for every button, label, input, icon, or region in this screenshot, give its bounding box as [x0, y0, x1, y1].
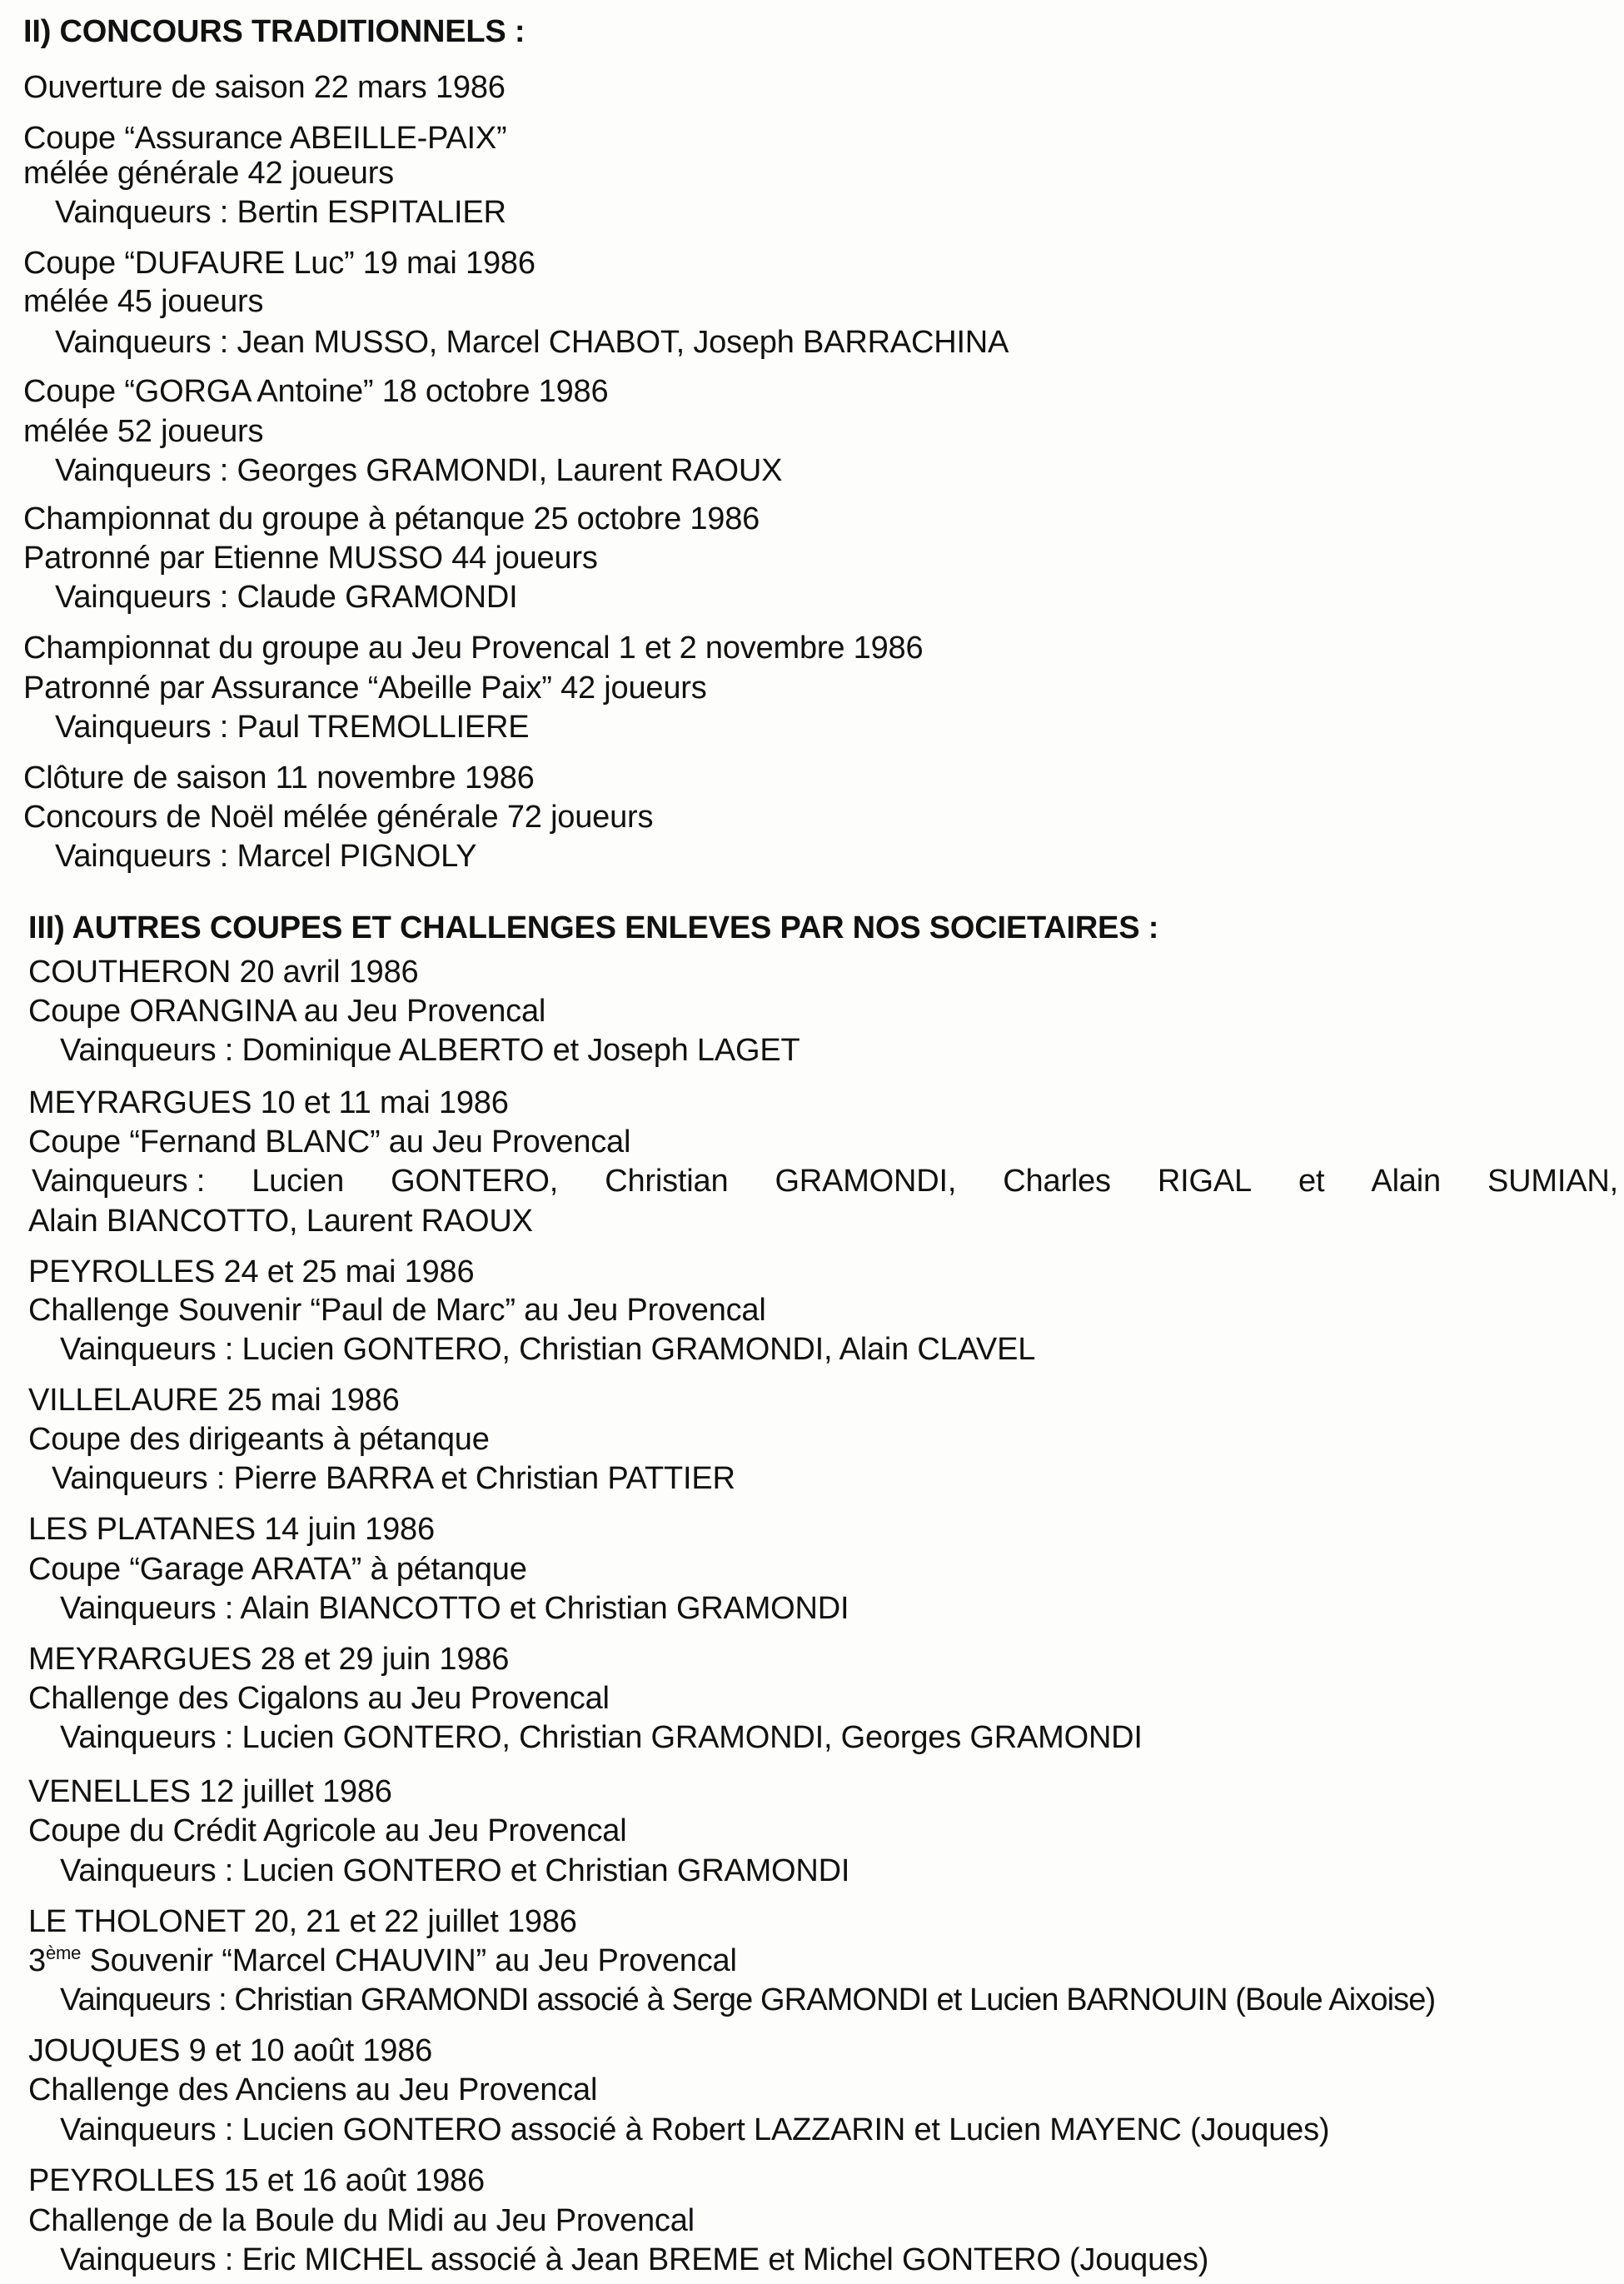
winners-word: Lucien — [252, 1164, 344, 1199]
event-title: Coupe “Fernand BLANC” au Jeu Provencal — [28, 1125, 631, 1159]
winners-word: GRAMONDI, — [775, 1164, 957, 1199]
event-title: Championnat du groupe au Jeu Provencal 1 et 2 novembre 1986 — [23, 631, 924, 666]
event-title: Coupe “Assurance ABEILLE-PAIX” — [23, 121, 507, 156]
event-place-date: PEYROLLES 24 et 25 mai 1986 — [28, 1254, 475, 1289]
event-title: Ouverture de saison 22 mars 1986 — [23, 70, 506, 105]
event-title-text: Souvenir “Marcel CHAUVIN” au Jeu Provencal — [81, 1943, 737, 1978]
winners-line: Vainqueurs : Jean MUSSO, Marcel CHABOT, Joseph BARRACHINA — [55, 325, 1009, 360]
winners-word: SUMIAN, — [1487, 1164, 1618, 1199]
event-place-date: LE THOLONET 20, 21 et 22 juillet 1986 — [28, 1904, 577, 1939]
winners-line: Vainqueurs : Pierre BARRA et Christian PATTIER — [52, 1461, 735, 1496]
event-detail: mélée générale 42 joueurs — [23, 156, 394, 191]
winners-word: GONTERO, — [391, 1164, 559, 1199]
winners-line: Vainqueurs : Eric MICHEL associé à Jean BREME et Michel GONTERO (Jouques) — [60, 2242, 1209, 2277]
winners-word: Christian — [605, 1164, 729, 1199]
event-place-date: VENELLES 12 juillet 1986 — [28, 1774, 392, 1809]
event-place-date: PEYROLLES 15 et 16 août 1986 — [28, 2163, 485, 2198]
winners-line: Vainqueurs : Christian GRAMONDI associé à Serge GRAMONDI et Lucien BARNOUIN (Boule Aixoise) — [60, 1982, 1436, 2017]
event-title: Championnat du groupe à pétanque 25 octobre 1986 — [23, 501, 760, 536]
winners-line-justified — [32, 1162, 1618, 1200]
winners-word: Charles — [1003, 1164, 1111, 1199]
event-title: Coupe du Crédit Agricole au Jeu Provencal — [28, 1813, 627, 1848]
event-detail: Patronné par Assurance “Abeille Paix” 42 joueurs — [23, 671, 707, 706]
winners-line: Vainqueurs : Lucien GONTERO associé à Robert LAZZARIN et Lucien MAYENC (Jouques) — [60, 2112, 1330, 2147]
event-detail: mélée 45 joueurs — [23, 284, 264, 319]
event-title: Coupe ORANGINA au Jeu Provencal — [28, 994, 546, 1029]
section-heading: II) CONCOURS TRADITIONNELS : — [23, 14, 526, 49]
winners-line: Vainqueurs : Lucien GONTERO et Christian GRAMONDI — [60, 1853, 850, 1888]
winners-line: Vainqueurs : Lucien GONTERO, Christian GRAMONDI, Alain CLAVEL — [60, 1332, 1036, 1367]
winners-line: Vainqueurs : Dominique ALBERTO et Joseph LAGET — [60, 1033, 800, 1068]
event-place-date: JOUQUES 9 et 10 août 1986 — [28, 2033, 433, 2068]
event-title: Coupe des dirigeants à pétanque — [28, 1422, 490, 1457]
winners-line: Vainqueurs : Lucien GONTERO, Christian GRAMONDI, Georges GRAMONDI — [60, 1720, 1143, 1755]
event-title: Clôture de saison 11 novembre 1986 — [23, 761, 535, 795]
event-place-date: MEYRARGUES 28 et 29 juin 1986 — [28, 1642, 510, 1677]
winners-word: Vainqueurs : — [32, 1164, 206, 1199]
event-place-date: LES PLATANES 14 juin 1986 — [28, 1512, 435, 1547]
event-place-date: MEYRARGUES 10 et 11 mai 1986 — [28, 1085, 509, 1120]
winners-continuation: Alain BIANCOTTO, Laurent RAOUX — [28, 1204, 533, 1239]
winners-word: RIGAL — [1157, 1164, 1252, 1199]
winners-line: Vainqueurs : Georges GRAMONDI, Laurent RAOUX — [55, 453, 783, 488]
event-title: Challenge Souvenir “Paul de Marc” au Jeu Provencal — [28, 1293, 766, 1328]
event-title: Challenge de la Boule du Midi au Jeu Provencal — [28, 2203, 695, 2238]
section-heading: III) AUTRES COUPES ET CHALLENGES ENLEVES PAR NOS SOCIETAIRES : — [28, 910, 1159, 945]
event-detail: mélée 52 joueurs — [23, 414, 264, 449]
winners-line: Vainqueurs : Marcel PIGNOLY — [55, 839, 477, 874]
winners-line: Vainqueurs : Alain BIANCOTTO et Christian GRAMONDI — [60, 1591, 849, 1626]
event-place-date: COUTHERON 20 avril 1986 — [28, 955, 419, 990]
winners-word: Alain — [1371, 1164, 1441, 1199]
ordinal-number: 3 — [28, 1943, 46, 1978]
winners-line: Vainqueurs : Bertin ESPITALIER — [55, 195, 506, 230]
event-detail: Patronné par Etienne MUSSO 44 joueurs — [23, 541, 598, 576]
winners-line: Vainqueurs : Paul TREMOLLIERE — [55, 710, 530, 745]
event-title: Coupe “Garage ARATA” à pétanque — [28, 1552, 527, 1587]
event-title — [28, 1942, 737, 1980]
winners-word: et — [1298, 1164, 1325, 1199]
event-title: Challenge des Anciens au Jeu Provencal — [28, 2072, 598, 2107]
ordinal-suffix: ème — [45, 1942, 82, 1963]
event-title: Coupe “DUFAURE Luc” 19 mai 1986 — [23, 246, 536, 281]
event-title: Coupe “GORGA Antoine” 18 octobre 1986 — [23, 374, 609, 409]
event-title: Challenge des Cigalons au Jeu Provencal — [28, 1681, 610, 1716]
event-detail: Concours de Noël mélée générale 72 joueurs — [23, 800, 654, 835]
winners-line: Vainqueurs : Claude GRAMONDI — [55, 580, 518, 615]
event-place-date: VILLELAURE 25 mai 1986 — [28, 1383, 400, 1418]
